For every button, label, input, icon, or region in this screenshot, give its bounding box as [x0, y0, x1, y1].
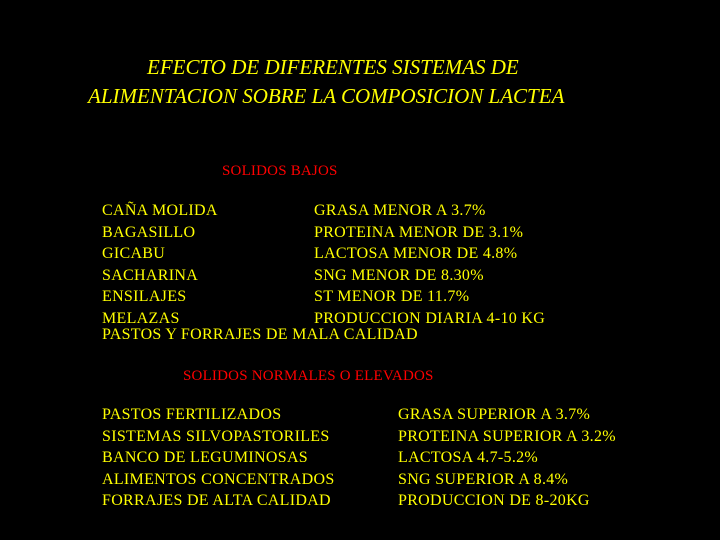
low-solids-feed-item: ENSILAJES [102, 288, 187, 305]
low-solids-effect-item: SNG MENOR DE 8.30% [314, 266, 484, 284]
low-solids-feed-item: SACHARINA [102, 266, 199, 284]
low-solids-effect-item: LACTOSA MENOR DE 4.8% [314, 245, 518, 262]
high-solids-feed-item: ALIMENTOS CONCENTRADOS [102, 470, 335, 488]
slide-title-line-2: ALIMENTACION SOBRE LA COMPOSICION LACTEA [88, 84, 565, 108]
low-solids-effect-item: PRODUCCION DIARIA 4-10 KG [314, 309, 546, 327]
high-solids-effect-item: LACTOSA 4.7-5.2% [398, 449, 539, 466]
high-solids-effect-list [398, 404, 616, 512]
low-solids-feed-item: BAGASILLO [102, 223, 196, 241]
low-solids-feed-item: GICABU [102, 245, 166, 262]
high-solids-effect-item: SNG SUPERIOR A 8.4% [398, 470, 569, 488]
high-solids-feed-item: BANCO DE LEGUMINOSAS [102, 449, 309, 466]
low-solids-effect-item: ST MENOR DE 11.7% [314, 288, 470, 305]
low-solids-heading: SOLIDOS BAJOS [222, 163, 338, 179]
high-solids-feed-list [102, 404, 335, 512]
high-solids-effect-item: PRODUCCION DE 8-20KG [398, 492, 590, 509]
high-solids-effect-item: GRASA SUPERIOR A 3.7% [398, 406, 591, 423]
low-solids-feed-item: CAÑA MOLIDA [102, 202, 218, 219]
high-solids-heading: SOLIDOS NORMALES O ELEVADOS [183, 368, 434, 384]
high-solids-effect-item: PROTEINA SUPERIOR A 3.2% [398, 427, 616, 445]
high-solids-feed-item: PASTOS FERTILIZADOS [102, 406, 282, 423]
low-solids-effect-item: PROTEINA MENOR DE 3.1% [314, 223, 524, 241]
high-solids-feed-item: FORRAJES DE ALTA CALIDAD [102, 492, 331, 509]
slide-title-line-1: EFECTO DE DIFERENTES SISTEMAS DE [147, 55, 519, 79]
low-solids-feed-item: MELAZAS [102, 309, 180, 327]
low-solids-feed-list [102, 200, 218, 329]
high-solids-feed-item: SISTEMAS SILVOPASTORILES [102, 427, 330, 445]
low-solids-footer-item: PASTOS Y FORRAJES DE MALA CALIDAD [102, 326, 418, 343]
low-solids-effect-item: GRASA MENOR A 3.7% [314, 202, 486, 219]
low-solids-effect-list [314, 200, 545, 329]
